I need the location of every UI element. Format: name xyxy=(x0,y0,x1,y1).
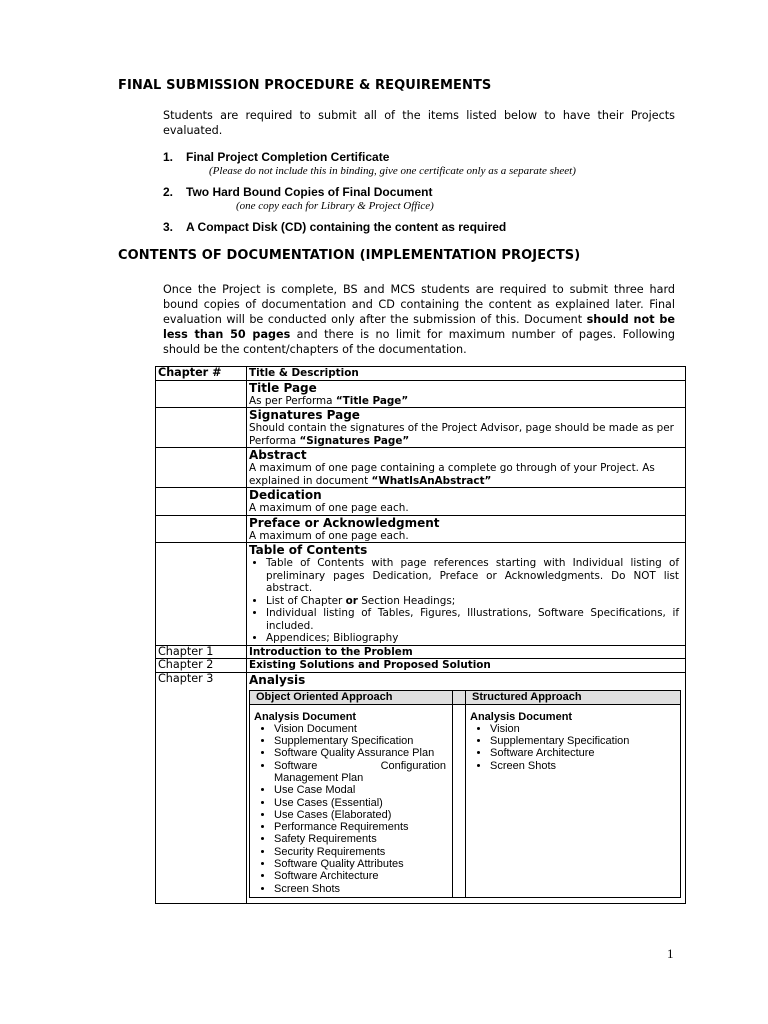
row-title-page: Title Page As per Performa “Title Page” xyxy=(247,380,686,408)
chapter-1-label: Chapter 1 xyxy=(156,645,247,659)
list-item: • Supplementary Specification xyxy=(274,735,452,747)
contents-paragraph: Once the Project is complete, BS and MCS students are required to submit three hard bound copies of documentation and CD containing the content as explained later. Final evaluation will be conducted only after the submission of this. Document should not be less than 50 pages and there is no limit for maximum number of pages. Following should be the content/chapters of the documentation. xyxy=(163,283,675,356)
table-row xyxy=(156,488,686,516)
header-title-description: Title & Description xyxy=(247,367,686,381)
table-row xyxy=(156,645,686,659)
item-label: A Compact Disk (CD) containing the content as required xyxy=(186,220,507,234)
page-number: 1 xyxy=(667,946,674,961)
list-item: • Supplementary Specification xyxy=(490,735,680,747)
structured-approach-header: Structured Approach xyxy=(466,690,681,704)
header-chapter: Chapter # xyxy=(156,367,247,381)
row-analysis xyxy=(247,672,686,903)
item-number: 1. xyxy=(163,150,174,164)
oo-approach-header: Object Oriented Approach xyxy=(250,690,453,704)
table-header-row xyxy=(156,367,686,381)
chapter-3-title: Analysis xyxy=(249,672,306,687)
table-row xyxy=(156,380,686,408)
row-table-of-contents: Table of Contents • Table of Contents with page references starting with Individual listing of preliminary pages Dedication, Preface or Acknowledgments. Do NOT list abstract. • List of Chapter or Section Headings; • Individual listing of Tables, Figures, Illustrations, Software Specifications, if included. • Appendices; Bibliography xyxy=(247,543,686,646)
table-row xyxy=(156,672,686,903)
oo-approach-cell: Analysis Document • Vision Document • Supplementary Specification • Software Quality Assurance Plan • Software Configuration Management Plan • Use Case Modal • Use Cases (Essential) • Use Cases (Elaborated) • Performance Requirements • Safety Requirements • Security Requirements • Software Quality Attributes • Software Architecture • Screen Shots xyxy=(250,704,453,897)
list-item: • Vision Document xyxy=(274,723,452,735)
list-item: • Use Cases (Elaborated) xyxy=(274,809,452,821)
list-item: • Software Quality Attributes xyxy=(274,858,452,870)
section-title-submission: FINAL SUBMISSION PROCEDURE & REQUIREMENTS xyxy=(118,78,492,93)
list-item: • Software Quality Assurance Plan xyxy=(274,747,452,759)
list-item: • Performance Requirements xyxy=(274,821,452,833)
min-pages-emphasis: should not be less than 50 pages xyxy=(163,313,675,341)
row-signatures-page: Signatures Page Should contain the signatures of the Project Advisor, page should be made as per Performa “Signatures Page” xyxy=(247,408,686,448)
list-item: • List of Chapter or Section Headings; xyxy=(266,595,685,608)
table-row xyxy=(156,515,686,543)
row-abstract: Abstract A maximum of one page containing a complete go through of your Project. As explained in document “WhatIsAnAbstract” xyxy=(247,448,686,488)
row-dedication: Dedication A maximum of one page each. xyxy=(247,488,686,516)
table-row xyxy=(156,543,686,646)
list-item: • Software Architecture xyxy=(490,747,680,759)
list-item: • Software Architecture xyxy=(274,870,452,882)
list-item: • Software Configuration Management Plan xyxy=(274,760,452,785)
structured-analysis-list xyxy=(470,723,680,772)
row-preface: Preface or Acknowledgment A maximum of one page each. xyxy=(247,515,686,543)
item-label: Two Hard Bound Copies of Final Document xyxy=(186,185,433,199)
list-item: • Use Cases (Essential) xyxy=(274,797,452,809)
list-item: • Vision xyxy=(490,723,680,735)
list-item: • Screen Shots xyxy=(490,760,680,772)
table-row xyxy=(156,659,686,673)
analysis-approach-table xyxy=(249,690,681,898)
chapter-2-label: Chapter 2 xyxy=(156,659,247,673)
list-item: • Appendices; Bibliography xyxy=(266,632,685,645)
list-item: • Safety Requirements xyxy=(274,833,452,845)
item-number: 3. xyxy=(163,220,174,234)
chapter-2-title: Existing Solutions and Proposed Solution xyxy=(247,659,686,673)
section-title-contents: CONTENTS OF DOCUMENTATION (IMPLEMENTATION PROJECTS) xyxy=(118,248,581,263)
item-label: Final Project Completion Certificate xyxy=(186,150,390,164)
table-row xyxy=(156,448,686,488)
documentation-contents-table xyxy=(155,366,686,904)
structured-approach-cell: Analysis Document • Vision • Supplementary Specification • Software Architecture • Screen Shots xyxy=(466,704,681,897)
item-number: 2. xyxy=(163,185,174,199)
list-item: • Individual listing of Tables, Figures, Illustrations, Software Specifications, if included. xyxy=(266,607,685,632)
chapter-1-title: Introduction to the Problem xyxy=(247,645,686,659)
list-item: • Use Case Modal xyxy=(274,784,452,796)
list-item-hard-copies xyxy=(163,185,432,199)
list-item: • Security Requirements xyxy=(274,846,452,858)
list-item-cd xyxy=(163,220,506,234)
item-note-hard-copies: (one copy each for Library & Project Office) xyxy=(236,200,434,212)
submission-intro: Students are required to submit all of the items listed below to have their Projects evaluated. xyxy=(163,109,675,137)
item-note-certificate: (Please do not include this in binding, give one certificate only as a separate sheet) xyxy=(209,165,576,177)
list-item: • Table of Contents with page references starting with Individual listing of preliminary pages Dedication, Preface or Acknowledgments. Do NOT list abstract. xyxy=(266,557,685,595)
table-row xyxy=(156,408,686,448)
oo-analysis-list xyxy=(254,723,452,895)
chapter-3-label: Chapter 3 xyxy=(156,672,247,903)
toc-bullet-list xyxy=(249,557,685,645)
list-item-certificate xyxy=(163,150,389,164)
list-item: • Screen Shots xyxy=(274,883,452,895)
